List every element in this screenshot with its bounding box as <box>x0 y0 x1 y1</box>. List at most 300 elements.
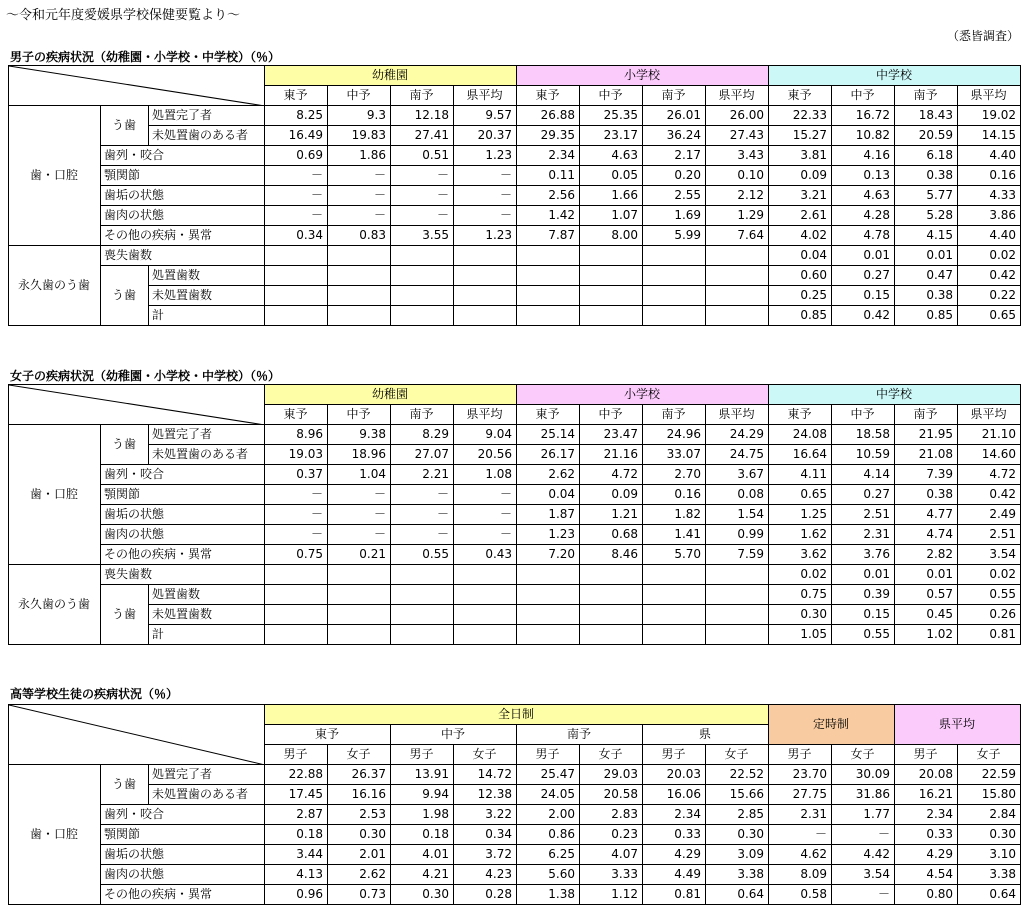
value-cell: 0.83 <box>328 226 391 246</box>
value-cell: 1.25 <box>769 505 832 525</box>
value-cell: 2.34 <box>643 805 706 825</box>
value-cell: － <box>265 186 328 206</box>
region-header: 南予 <box>643 405 706 425</box>
sex-header: 女子 <box>832 745 895 765</box>
value-cell: 3.09 <box>706 845 769 865</box>
region-header: 東予 <box>769 405 832 425</box>
region-header: 県平均 <box>706 405 769 425</box>
value-cell: 8.29 <box>391 425 454 445</box>
value-cell: 18.96 <box>328 445 391 465</box>
value-cell: 0.18 <box>391 825 454 845</box>
diagonal-line <box>9 705 265 765</box>
value-cell: 2.21 <box>391 465 454 485</box>
value-cell: 3.43 <box>706 146 769 166</box>
table-row <box>9 465 1021 485</box>
value-cell: 2.12 <box>706 186 769 206</box>
value-cell: 1.98 <box>391 805 454 825</box>
value-cell <box>391 286 454 306</box>
subcategory-caries: う歯 <box>101 106 149 146</box>
value-cell: 7.39 <box>895 465 958 485</box>
table-row <box>9 266 1021 286</box>
value-cell: 0.15 <box>832 605 895 625</box>
value-cell: 29.35 <box>517 126 580 146</box>
value-cell: － <box>832 825 895 845</box>
subcategory-caries: う歯 <box>101 266 149 326</box>
region-header: 中予 <box>580 405 643 425</box>
value-cell: 0.42 <box>832 306 895 326</box>
value-cell: 23.47 <box>580 425 643 445</box>
value-cell: 0.20 <box>643 166 706 186</box>
value-cell <box>391 246 454 266</box>
sex-header: 男子 <box>895 745 958 765</box>
value-cell <box>706 266 769 286</box>
group-header: 小学校 <box>517 385 769 405</box>
value-cell <box>328 585 391 605</box>
source-note: ～令和元年度愛媛県学校保健要覧より～ <box>6 8 241 23</box>
boys-disease-table <box>8 65 1021 326</box>
value-cell: 0.55 <box>958 585 1021 605</box>
value-cell: 0.33 <box>895 825 958 845</box>
row-label: 処置完了者 <box>149 765 265 785</box>
value-cell: 18.43 <box>895 106 958 126</box>
region-header: 東予 <box>265 405 328 425</box>
value-cell: 0.22 <box>958 286 1021 306</box>
value-cell: 0.65 <box>769 485 832 505</box>
value-cell: 15.27 <box>769 126 832 146</box>
value-cell: 0.25 <box>769 286 832 306</box>
value-cell: 2.31 <box>769 805 832 825</box>
value-cell: 3.21 <box>769 186 832 206</box>
value-cell: 2.31 <box>832 525 895 545</box>
value-cell <box>706 625 769 645</box>
value-cell <box>265 605 328 625</box>
value-cell: 33.07 <box>643 445 706 465</box>
value-cell: 4.54 <box>895 865 958 885</box>
value-cell: 4.40 <box>958 146 1021 166</box>
girls-table-title: 女子の疾病状況（幼稚園・小学校・中学校）（％） <box>10 369 281 383</box>
value-cell: 29.03 <box>580 765 643 785</box>
value-cell: 0.09 <box>580 485 643 505</box>
value-cell: － <box>328 525 391 545</box>
region-header: 東予 <box>517 86 580 106</box>
value-cell: 1.54 <box>706 505 769 525</box>
table-row <box>9 865 1021 885</box>
value-cell: 4.62 <box>769 845 832 865</box>
value-cell: 4.78 <box>832 226 895 246</box>
value-cell: 2.51 <box>958 525 1021 545</box>
value-cell: 20.58 <box>580 785 643 805</box>
table-row <box>9 765 1021 785</box>
value-cell: 5.99 <box>643 226 706 246</box>
value-cell: 4.63 <box>580 146 643 166</box>
diagonal-line <box>9 66 265 106</box>
value-cell: 0.75 <box>769 585 832 605</box>
value-cell: 24.05 <box>517 785 580 805</box>
value-cell: 17.45 <box>265 785 328 805</box>
value-cell: 2.62 <box>328 865 391 885</box>
table-row <box>9 206 1021 226</box>
value-cell: － <box>391 525 454 545</box>
table-row <box>9 425 1021 445</box>
value-cell: 2.51 <box>832 505 895 525</box>
row-label: 顎関節 <box>101 825 265 845</box>
table-row <box>9 625 1021 645</box>
value-cell: 10.59 <box>832 445 895 465</box>
value-cell <box>454 266 517 286</box>
value-cell: 0.85 <box>895 306 958 326</box>
value-cell: 5.70 <box>643 545 706 565</box>
row-label: 未処置歯数 <box>149 605 265 625</box>
value-cell <box>454 565 517 585</box>
value-cell: 21.95 <box>895 425 958 445</box>
value-cell: 20.37 <box>454 126 517 146</box>
value-cell: 0.34 <box>265 226 328 246</box>
row-label: 処置完了者 <box>149 106 265 126</box>
value-cell: 0.10 <box>706 166 769 186</box>
diagonal-line <box>9 385 265 425</box>
value-cell: 25.35 <box>580 106 643 126</box>
value-cell: 0.21 <box>328 545 391 565</box>
value-cell: 4.16 <box>832 146 895 166</box>
value-cell <box>517 565 580 585</box>
region-header: 南予 <box>391 86 454 106</box>
value-cell: 3.62 <box>769 545 832 565</box>
value-cell: 14.15 <box>958 126 1021 146</box>
region-header: 東予 <box>265 725 391 745</box>
value-cell: 31.86 <box>832 785 895 805</box>
value-cell: 0.01 <box>895 565 958 585</box>
value-cell: － <box>265 505 328 525</box>
sex-header: 男子 <box>265 745 328 765</box>
value-cell: 0.30 <box>706 825 769 845</box>
category-teeth: 歯・口腔 <box>9 425 101 565</box>
value-cell: 2.83 <box>580 805 643 825</box>
value-cell: 1.62 <box>769 525 832 545</box>
value-cell: － <box>454 206 517 226</box>
value-cell: 1.41 <box>643 525 706 545</box>
value-cell: － <box>265 525 328 545</box>
value-cell: － <box>265 206 328 226</box>
girls-disease-table <box>8 384 1021 645</box>
value-cell: － <box>391 505 454 525</box>
value-cell: 15.66 <box>706 785 769 805</box>
value-cell: 2.01 <box>328 845 391 865</box>
value-cell: 0.05 <box>580 166 643 186</box>
value-cell <box>580 286 643 306</box>
value-cell <box>265 585 328 605</box>
value-cell: － <box>328 166 391 186</box>
value-cell: 1.23 <box>454 146 517 166</box>
table-row <box>9 306 1021 326</box>
value-cell: 0.60 <box>769 266 832 286</box>
row-label: 喪失歯数 <box>101 246 265 266</box>
value-cell <box>580 266 643 286</box>
sex-header: 女子 <box>958 745 1021 765</box>
value-cell: 4.02 <box>769 226 832 246</box>
region-header: 南予 <box>643 86 706 106</box>
value-cell: 27.07 <box>391 445 454 465</box>
value-cell: 0.30 <box>391 885 454 905</box>
row-label: 歯列・咬合 <box>101 146 265 166</box>
value-cell: 1.12 <box>580 885 643 905</box>
value-cell <box>328 565 391 585</box>
row-label: 歯列・咬合 <box>101 805 265 825</box>
value-cell: 26.88 <box>517 106 580 126</box>
value-cell <box>643 565 706 585</box>
value-cell <box>580 246 643 266</box>
value-cell: 2.53 <box>328 805 391 825</box>
value-cell <box>706 306 769 326</box>
value-cell: 2.70 <box>643 465 706 485</box>
value-cell: 19.02 <box>958 106 1021 126</box>
value-cell: 0.99 <box>706 525 769 545</box>
table-row <box>9 545 1021 565</box>
table-row <box>9 286 1021 306</box>
value-cell <box>265 266 328 286</box>
value-cell: 0.58 <box>769 885 832 905</box>
value-cell <box>391 306 454 326</box>
row-label: 処置歯数 <box>149 585 265 605</box>
value-cell <box>391 605 454 625</box>
value-cell: 0.18 <box>265 825 328 845</box>
value-cell <box>517 306 580 326</box>
region-header: 南予 <box>895 405 958 425</box>
value-cell: 16.64 <box>769 445 832 465</box>
value-cell: 5.77 <box>895 186 958 206</box>
group-header: 幼稚園 <box>265 66 517 86</box>
value-cell: 3.38 <box>706 865 769 885</box>
value-cell: 24.29 <box>706 425 769 445</box>
value-cell: 2.85 <box>706 805 769 825</box>
value-cell: 24.08 <box>769 425 832 445</box>
value-cell: 14.72 <box>454 765 517 785</box>
value-cell: 26.17 <box>517 445 580 465</box>
value-cell <box>706 585 769 605</box>
value-cell: 4.29 <box>643 845 706 865</box>
table-row <box>9 126 1021 146</box>
value-cell: 24.75 <box>706 445 769 465</box>
value-cell: 0.28 <box>454 885 517 905</box>
value-cell: 0.34 <box>454 825 517 845</box>
value-cell: 3.76 <box>832 545 895 565</box>
high-school-disease-table <box>8 704 1021 905</box>
value-cell: 0.37 <box>265 465 328 485</box>
value-cell: － <box>454 525 517 545</box>
value-cell <box>454 306 517 326</box>
value-cell <box>643 306 706 326</box>
value-cell: 0.15 <box>832 286 895 306</box>
table-row <box>9 505 1021 525</box>
value-cell: 2.49 <box>958 505 1021 525</box>
value-cell: 9.3 <box>328 106 391 126</box>
value-cell: － <box>832 885 895 905</box>
category-permanent: 永久歯のう歯 <box>9 246 101 326</box>
row-label: その他の疾病・異常 <box>101 545 265 565</box>
value-cell: 18.58 <box>832 425 895 445</box>
value-cell: 0.02 <box>958 246 1021 266</box>
value-cell: 27.43 <box>706 126 769 146</box>
value-cell: 8.46 <box>580 545 643 565</box>
sex-header: 男子 <box>517 745 580 765</box>
region-header: 南予 <box>517 725 643 745</box>
value-cell: 0.43 <box>454 545 517 565</box>
value-cell <box>643 605 706 625</box>
value-cell: 23.70 <box>769 765 832 785</box>
value-cell: 4.29 <box>895 845 958 865</box>
value-cell: － <box>454 485 517 505</box>
value-cell: － <box>265 166 328 186</box>
category-permanent: 永久歯のう歯 <box>9 565 101 645</box>
value-cell: 1.08 <box>454 465 517 485</box>
value-cell: 2.56 <box>517 186 580 206</box>
value-cell: 2.62 <box>517 465 580 485</box>
value-cell: 14.60 <box>958 445 1021 465</box>
table-row <box>9 825 1021 845</box>
table-row <box>9 166 1021 186</box>
category-teeth: 歯・口腔 <box>9 106 101 246</box>
value-cell: 0.33 <box>643 825 706 845</box>
sex-header: 男子 <box>769 745 832 765</box>
value-cell: 9.57 <box>454 106 517 126</box>
value-cell: 3.72 <box>454 845 517 865</box>
value-cell: 4.72 <box>958 465 1021 485</box>
region-header: 東予 <box>517 405 580 425</box>
subcategory-caries: う歯 <box>101 765 149 805</box>
row-label: 処置歯数 <box>149 266 265 286</box>
row-label: 処置完了者 <box>149 425 265 445</box>
row-label: 未処置歯数 <box>149 286 265 306</box>
region-header: 中予 <box>391 725 517 745</box>
value-cell: － <box>265 485 328 505</box>
value-cell: 2.00 <box>517 805 580 825</box>
value-cell: 25.14 <box>517 425 580 445</box>
value-cell: 4.72 <box>580 465 643 485</box>
header-row-groups <box>9 385 1021 405</box>
header-corner <box>9 385 265 425</box>
value-cell: 15.80 <box>958 785 1021 805</box>
region-header: 県平均 <box>958 405 1021 425</box>
region-header: 中予 <box>832 405 895 425</box>
value-cell: 0.96 <box>265 885 328 905</box>
value-cell: 26.37 <box>328 765 391 785</box>
value-cell <box>517 266 580 286</box>
value-cell: 4.01 <box>391 845 454 865</box>
value-cell: 3.67 <box>706 465 769 485</box>
value-cell: 22.52 <box>706 765 769 785</box>
value-cell: 0.16 <box>958 166 1021 186</box>
value-cell: 1.05 <box>769 625 832 645</box>
region-header: 東予 <box>769 86 832 106</box>
value-cell: 7.20 <box>517 545 580 565</box>
value-cell: 0.47 <box>895 266 958 286</box>
value-cell: 30.09 <box>832 765 895 785</box>
value-cell: 0.04 <box>517 485 580 505</box>
value-cell: 8.09 <box>769 865 832 885</box>
value-cell: 1.02 <box>895 625 958 645</box>
value-cell: 9.94 <box>391 785 454 805</box>
value-cell: 5.28 <box>895 206 958 226</box>
value-cell: 4.77 <box>895 505 958 525</box>
value-cell: 23.17 <box>580 126 643 146</box>
value-cell: 0.30 <box>958 825 1021 845</box>
value-cell: 4.13 <box>265 865 328 885</box>
value-cell <box>643 286 706 306</box>
value-cell: 21.16 <box>580 445 643 465</box>
value-cell: 4.49 <box>643 865 706 885</box>
value-cell: － <box>391 485 454 505</box>
value-cell: 0.81 <box>958 625 1021 645</box>
value-cell: 0.80 <box>895 885 958 905</box>
value-cell: 0.45 <box>895 605 958 625</box>
value-cell <box>580 605 643 625</box>
region-header: 県平均 <box>454 86 517 106</box>
value-cell: 0.39 <box>832 585 895 605</box>
value-cell: 1.23 <box>454 226 517 246</box>
value-cell: 1.77 <box>832 805 895 825</box>
row-label: 未処置歯のある者 <box>149 785 265 805</box>
value-cell <box>265 565 328 585</box>
value-cell: 0.42 <box>958 485 1021 505</box>
survey-note: （悉皆調査） <box>946 29 1019 43</box>
group-header: 小学校 <box>517 66 769 86</box>
boys-table-title: 男子の疾病状況（幼稚園・小学校・中学校）（％） <box>10 50 281 64</box>
value-cell <box>643 246 706 266</box>
value-cell: 4.74 <box>895 525 958 545</box>
value-cell: 2.55 <box>643 186 706 206</box>
value-cell: 3.38 <box>958 865 1021 885</box>
value-cell: 0.42 <box>958 266 1021 286</box>
row-label: 顎関節 <box>101 166 265 186</box>
value-cell: 2.34 <box>517 146 580 166</box>
value-cell: 0.30 <box>769 605 832 625</box>
value-cell <box>265 625 328 645</box>
value-cell: 1.69 <box>643 206 706 226</box>
value-cell: 4.33 <box>958 186 1021 206</box>
value-cell: 1.21 <box>580 505 643 525</box>
value-cell <box>643 266 706 286</box>
header-corner <box>9 705 265 765</box>
value-cell <box>454 585 517 605</box>
value-cell <box>643 585 706 605</box>
value-cell: 6.25 <box>517 845 580 865</box>
value-cell: 4.63 <box>832 186 895 206</box>
value-cell <box>391 585 454 605</box>
value-cell <box>706 605 769 625</box>
value-cell: 16.21 <box>895 785 958 805</box>
sex-header: 女子 <box>580 745 643 765</box>
high-table-title: 高等学校生徒の疾病状況（％） <box>10 687 179 701</box>
row-label: 未処置歯のある者 <box>149 445 265 465</box>
value-cell: 0.02 <box>769 565 832 585</box>
value-cell: － <box>454 186 517 206</box>
value-cell: 3.86 <box>958 206 1021 226</box>
value-cell: 1.07 <box>580 206 643 226</box>
value-cell: 0.85 <box>769 306 832 326</box>
value-cell: 3.10 <box>958 845 1021 865</box>
value-cell <box>265 306 328 326</box>
value-cell: 2.34 <box>895 805 958 825</box>
value-cell: 4.14 <box>832 465 895 485</box>
value-cell <box>328 625 391 645</box>
value-cell: 36.24 <box>643 126 706 146</box>
value-cell <box>391 625 454 645</box>
value-cell: 20.08 <box>895 765 958 785</box>
value-cell <box>706 565 769 585</box>
sex-header: 女子 <box>328 745 391 765</box>
value-cell: 2.82 <box>895 545 958 565</box>
value-cell: 3.55 <box>391 226 454 246</box>
sex-header: 男子 <box>391 745 454 765</box>
